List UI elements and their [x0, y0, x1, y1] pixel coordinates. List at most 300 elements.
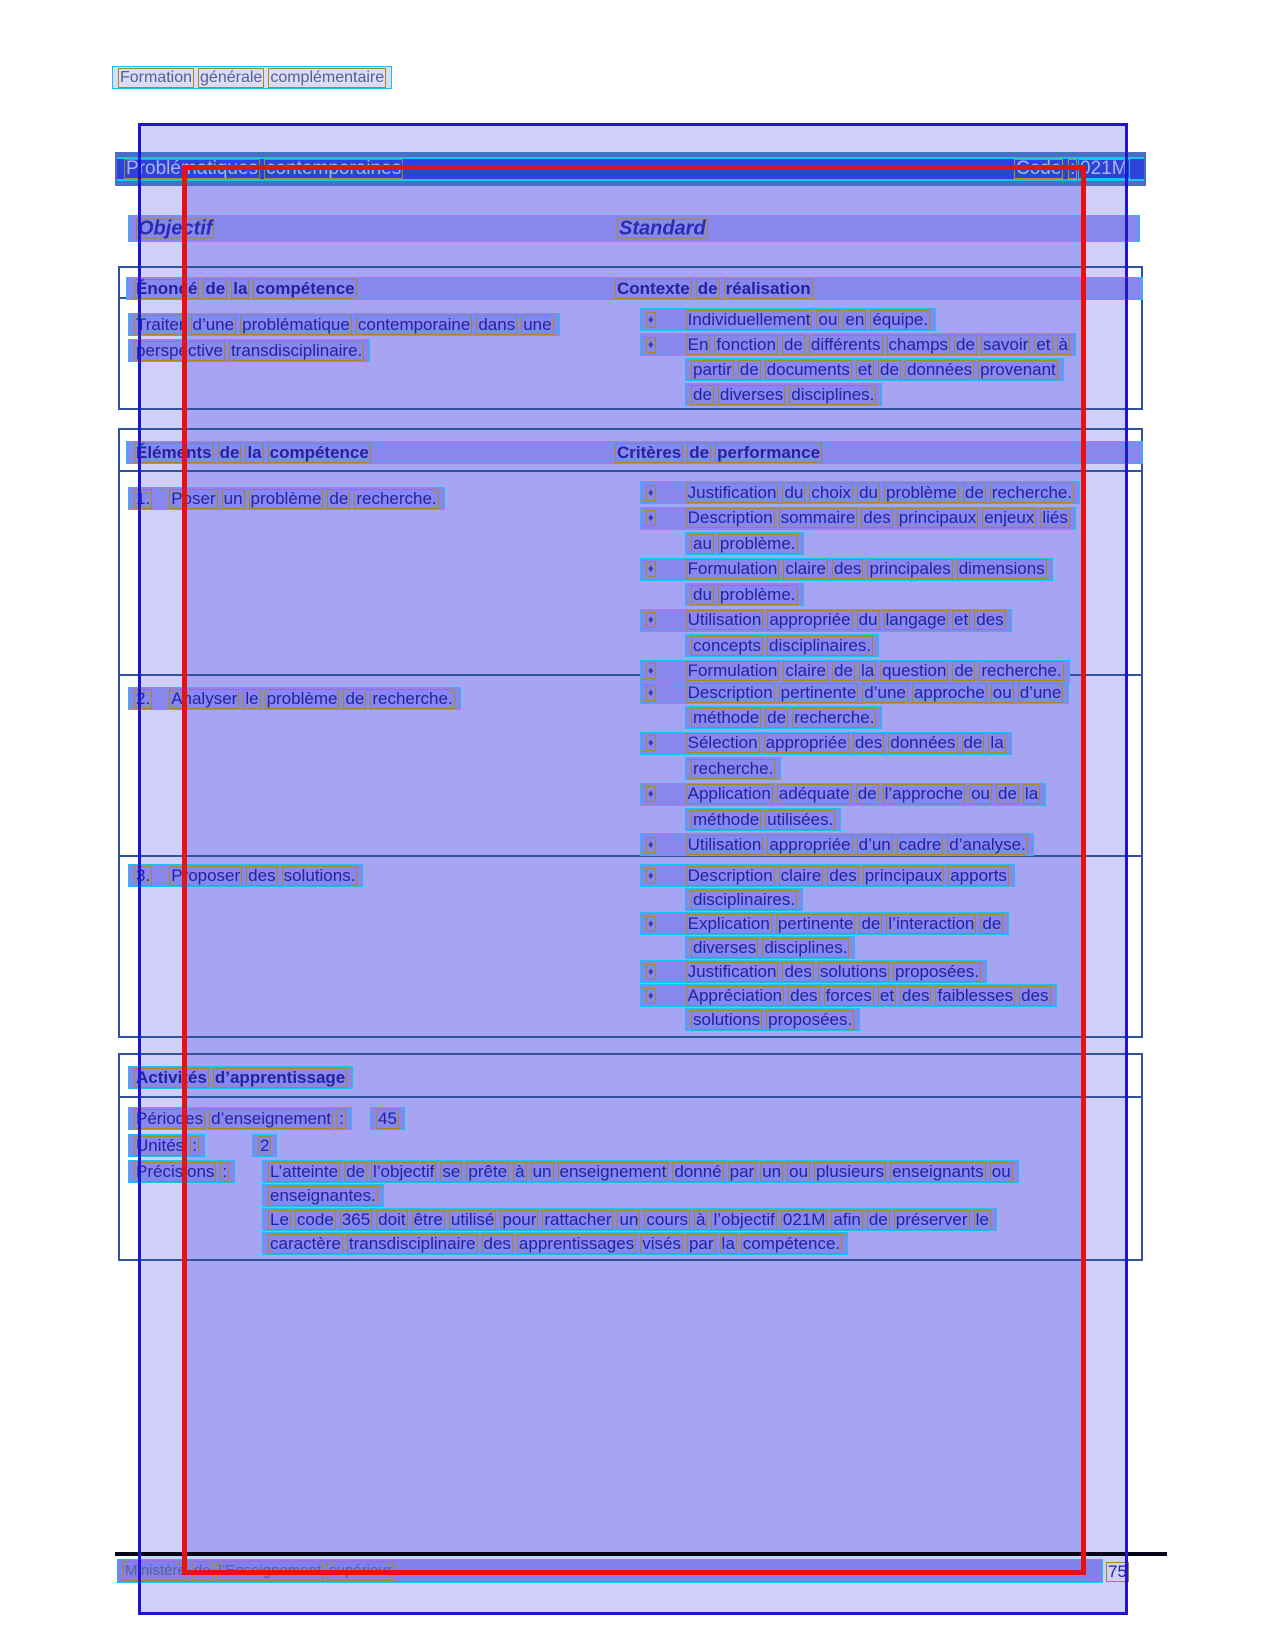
word-box: de [329, 488, 349, 508]
word-box: de [689, 442, 710, 462]
spacer [658, 794, 684, 795]
word-box: donné [674, 1161, 722, 1181]
word-box: des [248, 865, 276, 885]
word-box: et [857, 359, 873, 379]
word-box: code [296, 1209, 334, 1229]
word-box: problème [885, 482, 957, 502]
word-box: caractère [270, 1233, 341, 1253]
text-line [685, 532, 804, 555]
word-box: de [205, 278, 226, 298]
bullet-icon: ♦ [648, 614, 654, 626]
word-box: Description [687, 865, 773, 885]
word-box: de [346, 1161, 365, 1181]
word-box: Périodes [136, 1108, 204, 1128]
word-box: Application [687, 784, 771, 804]
word-box: des [829, 865, 857, 885]
word-box: de [739, 359, 759, 379]
word-box: de [861, 913, 881, 933]
word-box: Énoncé [136, 278, 198, 298]
word-box: des [790, 985, 818, 1005]
word-box: de [693, 384, 712, 404]
word-box: Ministère [125, 1562, 186, 1579]
header-title [122, 158, 405, 180]
text-line [685, 383, 882, 406]
word-box: provenant [980, 359, 1056, 379]
word-box: concepts [693, 635, 762, 655]
word-box: d’enseignement [211, 1108, 332, 1128]
word-box: des [483, 1233, 511, 1253]
word-box: Précisions [136, 1161, 215, 1181]
word-box: de [998, 784, 1017, 804]
word-box: choix [811, 482, 852, 502]
word-box: d’analyse. [949, 834, 1026, 854]
word-box: sommaire [780, 508, 856, 527]
text-line [685, 808, 841, 831]
word-box: Individuellement [687, 309, 811, 329]
word-box: Objectif [138, 217, 213, 239]
page-category-label [112, 66, 392, 89]
text-line [685, 1008, 860, 1031]
word-box: contemporaines [266, 158, 402, 179]
word-box: réalisation [725, 278, 811, 298]
word-box: recherche. [991, 482, 1073, 502]
header-code-value [1076, 158, 1132, 180]
word-box: de [964, 482, 984, 502]
text-line [640, 308, 936, 331]
word-box: du [859, 482, 878, 502]
precisions-line [262, 1160, 1019, 1183]
word-box: claire [780, 865, 822, 885]
word-box: En [687, 334, 709, 354]
word-box: problème [250, 488, 322, 508]
word-box: de [345, 688, 365, 708]
bullet-icon: ♦ [648, 917, 654, 930]
word-box: enseignants [892, 1161, 984, 1181]
word-box: afin [833, 1209, 861, 1229]
word-box: de [697, 278, 718, 298]
word-box: proposées. [768, 1009, 853, 1029]
word-box: la [233, 278, 248, 298]
word-box: diverses [719, 384, 784, 404]
spacer [658, 671, 684, 672]
word-box: se [442, 1161, 461, 1181]
word-box: solutions [693, 1009, 761, 1029]
word-box: recherche. [981, 661, 1062, 680]
bullet-icon: ♦ [648, 965, 654, 978]
word-box: claire [785, 559, 827, 578]
word-box: partir [693, 359, 732, 379]
unites-value [252, 1134, 277, 1157]
column-header-right [613, 279, 815, 299]
text-line [128, 339, 370, 362]
word-box: cadre [898, 834, 942, 854]
spacer [658, 923, 684, 924]
word-box: d’une [192, 314, 235, 334]
word-box: utilisées. [767, 809, 834, 829]
text-line [640, 960, 987, 983]
column-header-left [134, 217, 216, 240]
word-box: disciplines. [791, 384, 875, 404]
word-box: 75 [1108, 1561, 1127, 1581]
spacer [658, 569, 684, 570]
word-box: le [975, 1209, 989, 1229]
text-line [685, 757, 781, 780]
word-box: 2 [260, 1135, 270, 1155]
bullet-icon: ♦ [648, 486, 654, 499]
text-line [640, 558, 1053, 581]
word-box: Problématiques [126, 158, 259, 179]
word-box: forces [825, 985, 872, 1005]
word-box: pour [502, 1209, 537, 1229]
bullet-icon: ♦ [648, 737, 654, 750]
word-box: problématique [242, 314, 350, 334]
word-box: un [532, 1161, 552, 1181]
word-box: solutions. [283, 865, 356, 885]
word-box: dans [478, 314, 516, 334]
word-box: enseignantes. [270, 1185, 376, 1205]
word-box: l’objectif [713, 1209, 775, 1229]
word-box: des [863, 508, 891, 527]
word-box: Traiter [136, 314, 185, 334]
word-box: des [976, 610, 1004, 629]
spacer [658, 995, 684, 996]
text-line [685, 358, 1064, 381]
text-line [685, 634, 879, 657]
word-box: des [854, 733, 883, 753]
word-box: générale [200, 68, 263, 86]
word-box: perspective [136, 340, 223, 360]
text-line [128, 313, 560, 336]
column-header-left [132, 279, 359, 299]
word-box: principaux [864, 865, 943, 885]
word-box: et [879, 985, 895, 1005]
word-box: l’approche [884, 784, 964, 804]
word-box: enseignement [559, 1161, 667, 1181]
word-box: à [1058, 334, 1068, 354]
word-box: données [890, 733, 956, 753]
word-box: diverses [693, 937, 757, 957]
text-line [640, 507, 1076, 530]
word-box: Description [687, 508, 773, 527]
bullet-icon: ♦ [648, 313, 654, 326]
word-box: Éléments [136, 442, 212, 462]
word-box: approche [913, 682, 985, 702]
text-line [685, 706, 882, 729]
word-box: la [247, 442, 262, 462]
word-box: : [1070, 158, 1076, 179]
word-box: d’une [864, 682, 906, 702]
word-box: documents [766, 359, 850, 379]
word-box: complémentaire [270, 68, 385, 86]
word-box: Formulation [687, 559, 778, 578]
word-box: Formation [120, 68, 193, 86]
word-box: de [982, 913, 1002, 933]
word-box: des [784, 961, 812, 981]
table-activites-header-divider [118, 1096, 1143, 1098]
precisions-line [262, 1184, 384, 1207]
word-box: une [523, 314, 552, 334]
word-box: des [902, 985, 930, 1005]
word-box: recherche. [356, 488, 437, 508]
header-code-label [1012, 158, 1065, 180]
activites-title [128, 1066, 353, 1089]
bullet-icon: ♦ [648, 869, 654, 882]
bullet-icon: ♦ [648, 686, 654, 699]
word-box: utilisé [450, 1209, 495, 1229]
text-line [640, 481, 1080, 504]
word-box: un [223, 488, 243, 508]
word-box: au [693, 533, 712, 553]
text-line [640, 912, 1009, 935]
text-line [128, 864, 363, 887]
word-box: par [729, 1161, 755, 1181]
word-box: Description [687, 682, 773, 702]
bullet-icon: ♦ [648, 989, 654, 1002]
word-box: de [868, 1209, 888, 1229]
word-box: appropriée [769, 834, 851, 854]
column-header-left [132, 443, 373, 463]
word-box: problème. [719, 533, 796, 553]
text-line [640, 783, 1046, 806]
word-box: du [784, 482, 804, 502]
spacer [658, 620, 684, 621]
word-box: la [860, 661, 875, 680]
word-box: compétence. [742, 1233, 841, 1253]
table-elements-header-divider [118, 470, 1143, 472]
word-box: la [990, 733, 1004, 753]
text-line [640, 984, 1057, 1007]
bullet-icon: ♦ [648, 338, 654, 351]
word-box: de [783, 334, 803, 354]
word-box: la [1024, 784, 1039, 804]
word-box: l’Enseignement [218, 1562, 322, 1579]
word-box: plusieurs [816, 1161, 885, 1181]
text-line [640, 864, 1015, 887]
word-box: l’objectif [372, 1161, 435, 1181]
word-box: du [693, 584, 712, 604]
word-box: en [845, 309, 865, 329]
word-box: différents [810, 334, 881, 354]
bullet-icon: ♦ [648, 838, 654, 851]
word-box: Justification [687, 961, 777, 981]
word-box: problème [266, 688, 338, 708]
word-box: être [413, 1209, 443, 1229]
word-box: Proposer [171, 865, 241, 885]
word-box: question [882, 661, 947, 680]
item-number: 2. [136, 688, 151, 708]
spacer [658, 844, 684, 845]
text-line [128, 487, 445, 510]
word-box: principales [869, 559, 951, 578]
word-box: proposées. [894, 961, 980, 981]
word-box: de [834, 661, 853, 680]
word-box: Poser [171, 488, 216, 508]
word-box: champs [888, 334, 949, 354]
word-box: un [619, 1209, 639, 1229]
word-box: apprentissages [518, 1233, 635, 1253]
word-box: transdisciplinaire [348, 1233, 476, 1253]
word-box: Activités [136, 1067, 207, 1087]
word-box: Justification [687, 482, 777, 502]
word-box: rattacher [544, 1209, 612, 1229]
word-box: de [193, 1562, 211, 1579]
section-header-row [128, 215, 1140, 242]
word-box: transdisciplinaire. [230, 340, 363, 360]
text-line [685, 888, 803, 911]
word-box: appropriée [769, 610, 851, 629]
word-box: 021M [782, 1209, 826, 1229]
word-box: enjeux [984, 508, 1035, 527]
word-box: à [695, 1209, 706, 1229]
word-box: liés [1042, 508, 1068, 527]
text-line [128, 687, 461, 710]
word-box: faiblesses [937, 985, 1014, 1005]
unites-label [128, 1134, 205, 1157]
text-line [685, 936, 855, 959]
word-box: Contexte [617, 278, 690, 298]
word-box: ou [992, 682, 1012, 702]
word-box: ou [818, 309, 838, 329]
periodes-label [128, 1107, 352, 1130]
word-box: adéquate [778, 784, 850, 804]
word-box: Critères [617, 442, 682, 462]
spacer [154, 875, 167, 876]
word-box: des [834, 559, 862, 578]
word-box: des [1021, 985, 1049, 1005]
item-number: 1. [136, 488, 151, 508]
spacer [658, 344, 684, 345]
word-box: appropriée [765, 733, 847, 753]
word-box: problème. [719, 584, 796, 604]
word-box: Utilisation [687, 834, 762, 854]
bullet-icon: ♦ [648, 512, 654, 524]
word-box: de [956, 334, 975, 354]
word-box: de [963, 733, 983, 753]
text-line [640, 333, 1076, 356]
word-box: préserver [895, 1209, 968, 1229]
spacer [658, 692, 684, 693]
word-box: pertinente [780, 682, 857, 702]
word-box: de [954, 661, 974, 680]
word-box: à [515, 1161, 525, 1181]
word-box: : [222, 1161, 228, 1181]
spacer [658, 518, 684, 519]
text-line [685, 583, 804, 606]
word-box: de [219, 442, 240, 462]
word-box: visés [642, 1233, 681, 1253]
word-box: doit [378, 1209, 406, 1229]
precisions-label [128, 1160, 235, 1183]
word-box: de [767, 707, 787, 727]
word-box: langage [885, 610, 947, 629]
word-box: pertinente [777, 913, 854, 933]
word-box: ou [789, 1161, 809, 1181]
word-box: Appréciation [687, 985, 783, 1005]
spacer [658, 875, 684, 876]
word-box: dimensions [958, 559, 1045, 578]
word-box: contemporaine [357, 314, 471, 334]
word-box: données [906, 359, 973, 379]
word-box: Utilisation [687, 610, 762, 629]
word-box: équipe. [872, 309, 929, 329]
word-box: compétence [255, 278, 355, 298]
word-box: Analyser [171, 688, 238, 708]
word-box: fonction [716, 334, 776, 354]
page-number [1100, 1560, 1135, 1583]
section-header-row [126, 277, 1143, 300]
column-header-right [615, 217, 710, 240]
word-box: recherche. [794, 707, 875, 727]
word-box: cours [646, 1209, 688, 1229]
spacer [658, 971, 684, 972]
word-box: solutions [819, 961, 887, 981]
text-line [640, 681, 1069, 704]
word-box: le [245, 688, 259, 708]
word-box: claire [785, 661, 827, 680]
bullet-icon: ♦ [648, 665, 654, 677]
word-box: d’une [1019, 682, 1062, 702]
word-box: : [192, 1135, 197, 1155]
spacer [658, 319, 684, 320]
item-number: 3. [136, 865, 151, 885]
word-box: méthode [693, 809, 760, 829]
spacer [154, 698, 167, 699]
word-box: Le [270, 1209, 289, 1229]
text-line [640, 609, 1012, 632]
word-box: d’un [858, 834, 891, 854]
word-box: disciplinaires. [693, 889, 796, 909]
word-box: performance [717, 442, 821, 462]
word-box: prête [468, 1161, 508, 1181]
word-box: disciplines. [764, 937, 848, 957]
word-box: l’interaction [888, 913, 975, 933]
word-box: un [762, 1161, 782, 1181]
word-box: Sélection [687, 733, 758, 753]
word-box: Standard [619, 217, 706, 239]
word-box: Code [1016, 158, 1062, 179]
bullet-icon: ♦ [648, 788, 654, 801]
word-box: la [721, 1233, 735, 1253]
spacer [154, 498, 167, 499]
word-box: et [954, 610, 969, 629]
word-box: Unités [136, 1135, 185, 1155]
word-box: recherche. [693, 758, 774, 778]
word-box: savoir [982, 334, 1029, 354]
word-box: principaux [898, 508, 977, 527]
word-box: 45 [378, 1108, 397, 1128]
word-box: 021M [1080, 158, 1128, 179]
word-box: Explication [687, 913, 770, 933]
word-box: recherche. [372, 688, 453, 708]
word-box: et [1036, 334, 1051, 354]
word-box: ou [971, 784, 990, 804]
word-box: 365 [341, 1209, 371, 1229]
spacer [658, 492, 684, 493]
word-box: apports [950, 865, 1007, 885]
word-box: par [688, 1233, 714, 1253]
word-box: L’atteinte [270, 1161, 339, 1181]
word-box: supérieur [329, 1562, 392, 1579]
precisions-line [262, 1208, 997, 1231]
text-line [640, 660, 1070, 683]
spacer [658, 743, 684, 744]
word-box: disciplinaires. [769, 635, 872, 655]
footer-rule [115, 1552, 1167, 1556]
word-box: de [857, 784, 877, 804]
word-box: : [339, 1108, 344, 1128]
word-box: compétence [269, 442, 369, 462]
periodes-value [370, 1107, 405, 1130]
